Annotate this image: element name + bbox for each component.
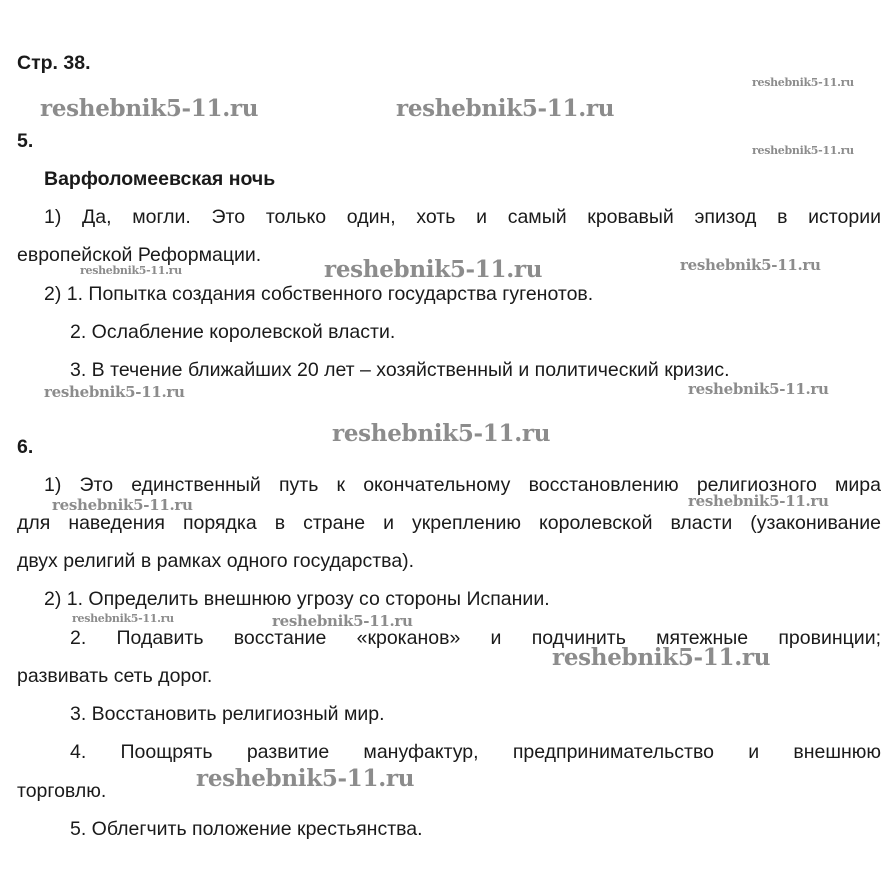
watermark: reshebnik5-11.ru (44, 383, 185, 401)
watermark: reshebnik5-11.ru (52, 496, 193, 514)
task-5-answer-1-line-1: 1) Да, могли. Это только один, хоть и самый кровавый эпизод в истории (44, 206, 881, 228)
watermark: reshebnik5-11.ru (196, 765, 415, 792)
watermark: reshebnik5-11.ru (80, 264, 182, 277)
task-5-answer-2-item-2: 2. Ослабление королевской власти. (70, 321, 396, 343)
watermark: reshebnik5-11.ru (752, 144, 854, 157)
watermark: reshebnik5-11.ru (688, 380, 829, 398)
watermark: reshebnik5-11.ru (40, 95, 259, 122)
watermark: reshebnik5-11.ru (552, 644, 771, 671)
task-6-answer-2-item-2-line-2: развивать сеть дорог. (17, 665, 213, 687)
watermark: reshebnik5-11.ru (332, 420, 551, 447)
task-6-answer-2-item-4-line-1: 4. Поощрять развитие мануфактур, предпринимательство и внешнюю (70, 741, 881, 763)
watermark: reshebnik5-11.ru (752, 76, 854, 89)
task-5-answer-2-item-3: 3. В течение ближайших 20 лет – хозяйственный и политический кризис. (70, 359, 730, 381)
task-6-answer-2-item-5: 5. Облегчить положение крестьянства. (70, 818, 423, 840)
watermark: reshebnik5-11.ru (72, 612, 174, 625)
watermark: reshebnik5-11.ru (324, 256, 543, 283)
watermark: reshebnik5-11.ru (688, 492, 829, 510)
task-6-number: 6. (17, 436, 34, 458)
task-6-answer-2-item-2-line-1: 2. Подавить восстание «кроканов» и подчинить мятежные провинции; (70, 627, 881, 649)
watermark: reshebnik5-11.ru (396, 95, 615, 122)
task-5-answer-2-item-1: 2) 1. Попытка создания собственного государства гугенотов. (44, 283, 594, 305)
watermark: reshebnik5-11.ru (680, 256, 821, 274)
task-5-number: 5. (17, 130, 34, 152)
task-6-answer-2-item-4-line-2: торговлю. (17, 780, 107, 802)
page-label: Стр. 38. (17, 52, 91, 74)
task-5-heading: Варфоломеевская ночь (44, 168, 276, 190)
task-6-answer-2-item-3: 3. Восстановить религиозный мир. (70, 703, 385, 725)
task-6-answer-2-item-1: 2) 1. Определить внешнюю угрозу со стороны Испании. (44, 588, 550, 610)
task-6-answer-1-line-1: 1) Это единственный путь к окончательному восстановлению религиозного мира (44, 474, 881, 496)
task-6-answer-1-line-3: двух религий в рамках одного государства). (17, 550, 415, 572)
watermark: reshebnik5-11.ru (272, 612, 413, 630)
task-5-answer-1-line-2: европейской Реформации. (17, 244, 262, 266)
task-6-answer-1-line-2: для наведения порядка в стране и укреплению королевской власти (узаконивание (17, 512, 881, 534)
